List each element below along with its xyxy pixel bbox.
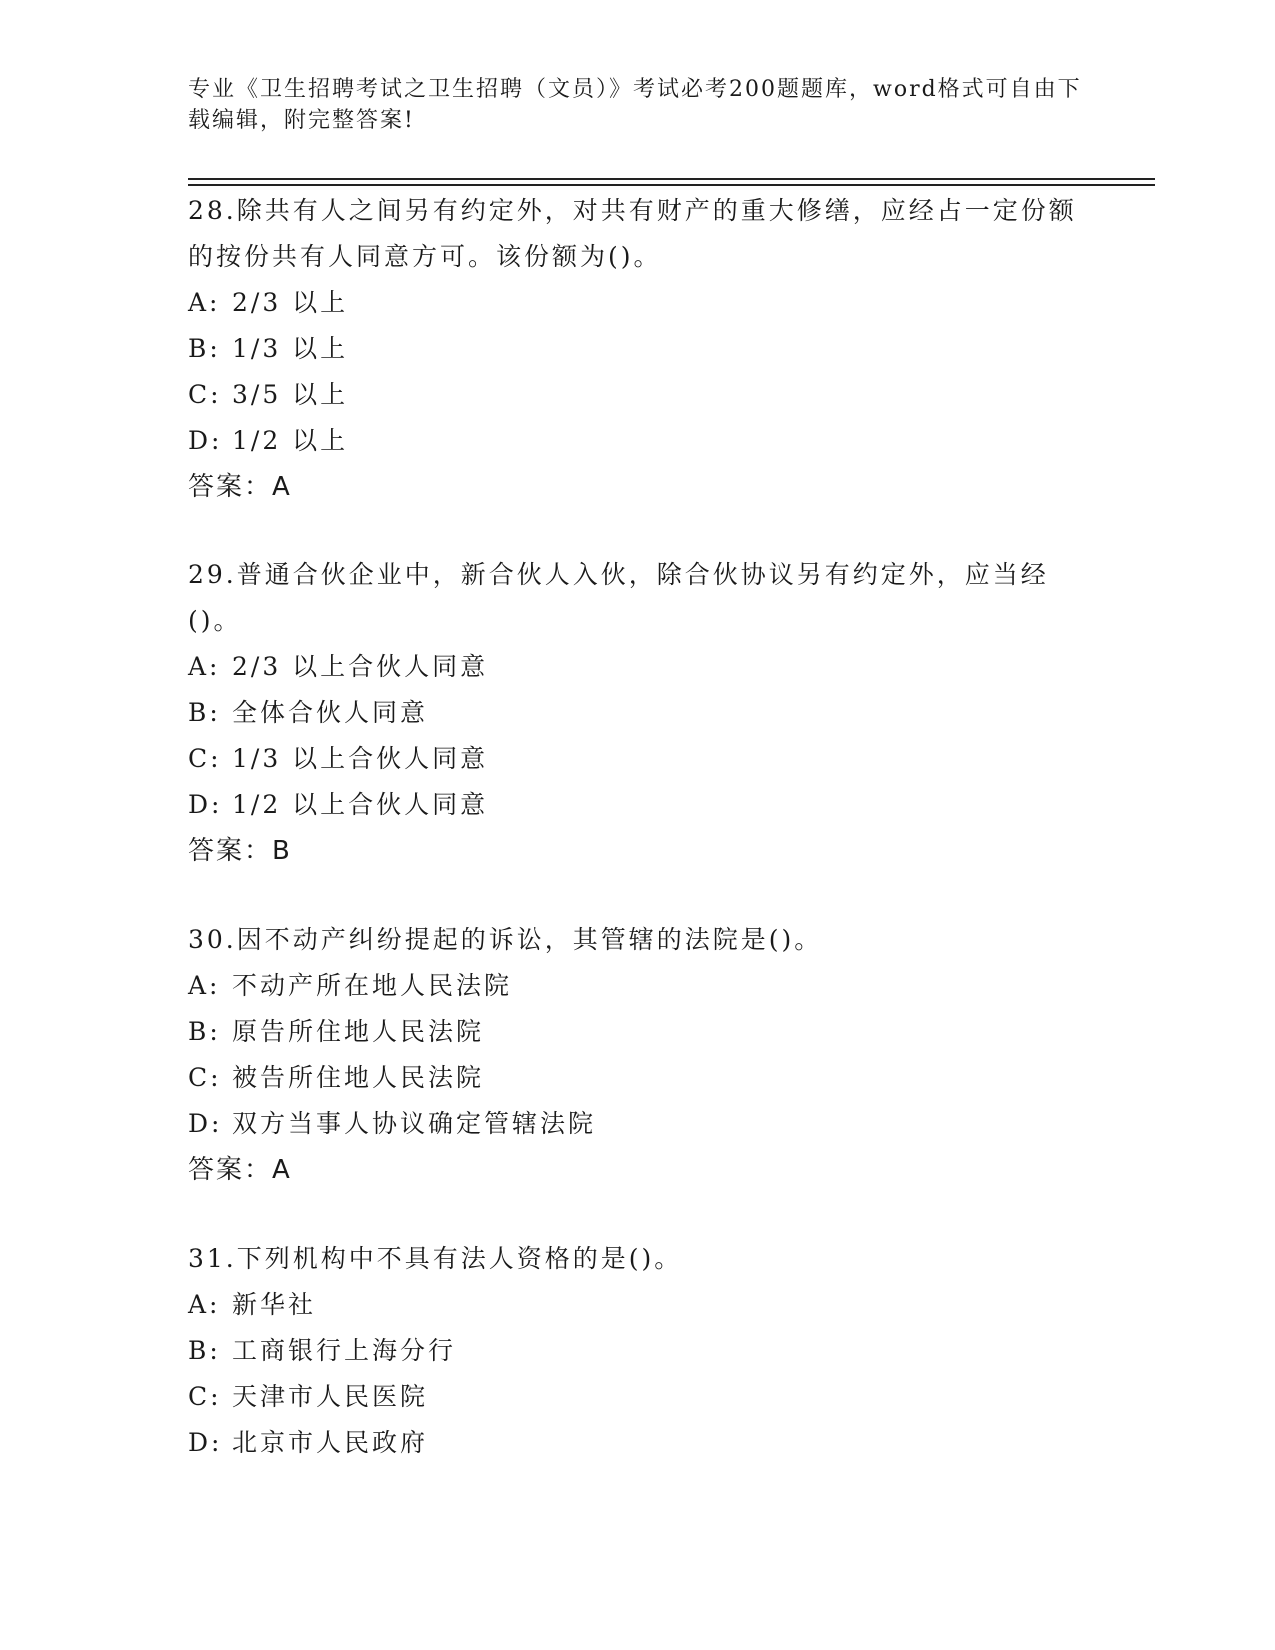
- option-text: 2/3 以上合伙人同意: [232, 652, 489, 681]
- question-31: [188, 1236, 1088, 1466]
- option-key: B:: [188, 334, 221, 363]
- answer-value: A: [272, 1155, 292, 1185]
- question-stem: 30.因不动产纠纷提起的诉讼，其管辖的法院是()。: [188, 925, 823, 954]
- option-c: [188, 1374, 1088, 1420]
- option-text: 原告所住地人民法院: [232, 1017, 485, 1046]
- question-30: [188, 917, 1088, 1193]
- option-b: [188, 326, 1088, 372]
- option-text: 不动产所在地人民法院: [232, 971, 513, 1000]
- option-a: [188, 280, 1088, 326]
- option-d: [188, 1101, 1088, 1147]
- answer-label: 答案：: [188, 836, 273, 866]
- header-rule-top: [188, 178, 1155, 180]
- option-text: 双方当事人协议确定管辖法院: [232, 1109, 597, 1138]
- question-stem: 29.普通合伙企业中，新合伙人入伙，除合伙协议另有约定外，应当经()。: [188, 560, 1049, 635]
- option-key: C:: [188, 744, 222, 773]
- option-text: 3/5 以上: [232, 380, 349, 409]
- option-text: 全体合伙人同意: [232, 698, 429, 727]
- answer-line: [188, 1147, 1088, 1193]
- question-28: [188, 188, 1088, 510]
- option-text: 天津市人民医院: [232, 1382, 429, 1411]
- option-text: 2/3 以上: [232, 288, 349, 317]
- option-a: [188, 963, 1088, 1009]
- answer-label: 答案：: [188, 472, 273, 502]
- question-stem: 31.下列机构中不具有法人资格的是()。: [188, 1244, 683, 1273]
- option-text: 1/2 以上合伙人同意: [232, 790, 489, 819]
- option-key: A:: [188, 1290, 221, 1319]
- option-a: [188, 644, 1088, 690]
- option-d: [188, 418, 1088, 464]
- option-key: C:: [188, 1063, 222, 1092]
- option-b: [188, 1328, 1088, 1374]
- answer-label: 答案：: [188, 1155, 273, 1185]
- option-key: B:: [188, 1017, 221, 1046]
- option-key: B:: [188, 698, 221, 727]
- option-text: 北京市人民政府: [232, 1428, 429, 1457]
- option-text: 工商银行上海分行: [232, 1336, 457, 1365]
- question-29: [188, 552, 1088, 874]
- option-b: [188, 1009, 1088, 1055]
- option-text: 1/3 以上: [232, 334, 349, 363]
- answer-value: A: [272, 472, 292, 502]
- answer-value: B: [272, 836, 292, 866]
- option-key: A:: [188, 652, 221, 681]
- option-text: 被告所住地人民法院: [232, 1063, 485, 1092]
- option-key: C:: [188, 380, 222, 409]
- option-d: [188, 1420, 1088, 1466]
- option-key: D:: [188, 426, 223, 455]
- option-key: C:: [188, 1382, 222, 1411]
- option-key: D:: [188, 790, 223, 819]
- option-c: [188, 372, 1088, 418]
- question-stem: 28.除共有人之间另有约定外，对共有财产的重大修缮，应经占一定份额的按份共有人同意方可。该份额为()。: [188, 196, 1077, 271]
- option-key: A:: [188, 288, 221, 317]
- option-c: [188, 1055, 1088, 1101]
- answer-line: [188, 828, 1088, 874]
- option-c: [188, 736, 1088, 782]
- option-d: [188, 782, 1088, 828]
- header-rule-bottom: [188, 184, 1155, 186]
- option-text: 1/2 以上: [232, 426, 349, 455]
- answer-line: [188, 464, 1088, 510]
- option-a: [188, 1282, 1088, 1328]
- option-key: D:: [188, 1428, 223, 1457]
- document-header: 专业《卫生招聘考试之卫生招聘（文员）》考试必考200题题库，word格式可自由下载编辑，附完整答案!: [188, 77, 1082, 133]
- option-key: A:: [188, 971, 221, 1000]
- option-key: D:: [188, 1109, 223, 1138]
- option-key: B:: [188, 1336, 221, 1365]
- option-text: 新华社: [232, 1290, 317, 1319]
- option-text: 1/3 以上合伙人同意: [232, 744, 489, 773]
- option-b: [188, 690, 1088, 736]
